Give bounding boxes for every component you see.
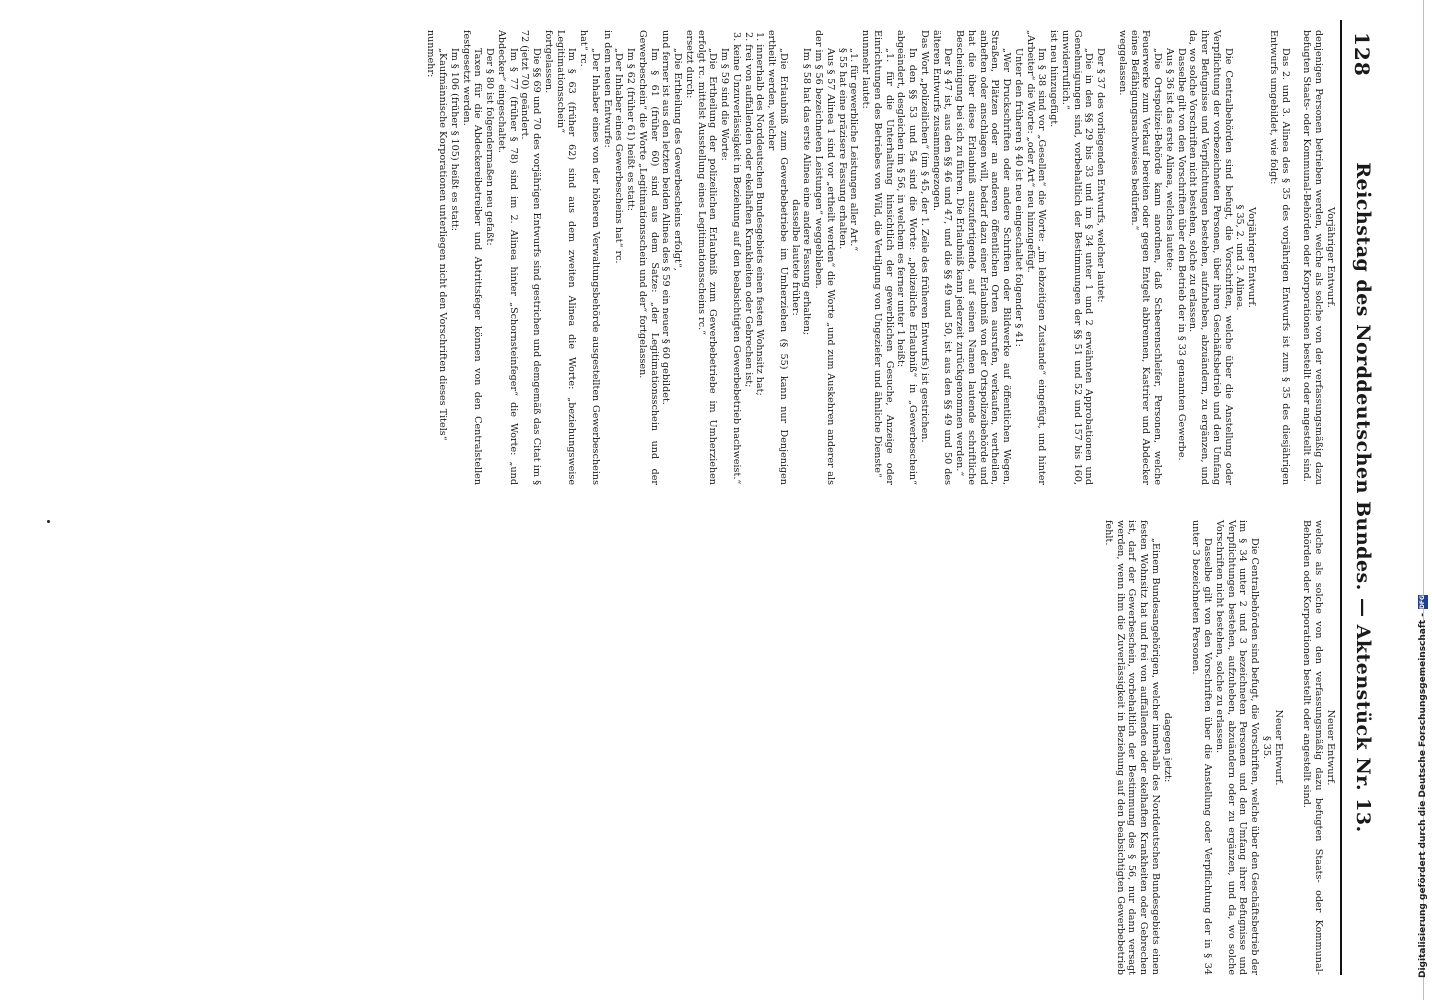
digitization-credit (1416, 595, 1430, 978)
new-draft-paragraph: „Einem Bundesangehörigen, welcher innerhalb des Norddeutschen Bundesgebiets einen festen Wohnsitz hat und frei von auffallenden oder ekelhaften Krankheiten oder Gebrechen ist, darf der Gewerbeschein, vorbehaltlich der Bestimmung des § 56, nur dann versagt werden, wenn ihm die Zuverlässigkeit in Beziehung auf den beabsichtigten Gewerbebetrieb fehlt. (1103, 520, 1161, 975)
left-column-old-draft (425, 30, 1336, 485)
old-draft-paragraph: „Wer Druckschriften oder andere Schriften oder Bildwerke auf öffentlichen Wegen, Straßen, Plätzen oder an anderen öffentlichen Orten ausrufen, verkaufen, vertheilen, anheften oder anschlagen will, bedarf dazu einer Erlaubniß von der Ortspolizeibehörde und hat die über diese Erlaubniß auszufertigende, auf seinen Namen lautende schriftliche Bescheinigung bei sich zu führen. Die Erlaubniß kann jederzeit zurückgenommen werden.“ (954, 30, 1013, 485)
old-draft-paragraph: denjenigen Personen betrieben werden, welche als solche von der verfassungsmäßig dazu befugten Staats- oder Kommunal-Behörden oder Korporationen bestellt oder angestellt sind. (1301, 30, 1325, 485)
scan-speck (47, 520, 50, 523)
page-header (1340, 20, 1376, 975)
new-draft-paragraph: Neuer Entwurf. (1272, 709, 1284, 786)
old-draft-paragraph: in dem neuen Entwurfe: (601, 30, 613, 148)
dfg-logo-icon: DFG (1419, 595, 1426, 610)
old-draft-paragraph: 3. keine Unzuverlässigkeit in Beziehung auf den beabsichtigten Gewerbebetrieb nachweist.“ (731, 32, 742, 485)
credit-text: Digitalisierung gefördert durch die Deutsche Forschungsgemeinschaft - (1418, 613, 1428, 978)
old-draft-paragraph: „Die Erlaubniß zum Gewerbebetriebe im Umherziehen (§ 55) kann nur Denjenigen ertheilt werden, welcher (766, 30, 789, 485)
old-draft-paragraph: Im § 62 (früher 61) heißt es statt: (625, 48, 637, 211)
old-draft-paragraph: Im § 59 sind die Worte: (719, 48, 731, 161)
old-draft-paragraph: „1. für die Unterhaltung hinsichtlich der gewerblichen Gesuche, Anzeige oder Einrichtungen des Betriebes von Wild, die Vertilgung von Ungeziefer und ähnliche Dienste“ (872, 30, 895, 485)
old-draft-paragraph: „1. für gewerbliche Leistungen aller Art.“ (848, 48, 860, 252)
old-draft-paragraph: § 55 hat eine präzisere Fassung erhalten. (836, 48, 848, 250)
old-draft-paragraph: „Die in den §§ 29 bis 33 und im § 34 unter 1 und 2 erwähnten Approbationen und Genehmigungen sind, vorbehaltlich der Bestimmungen der §§ 51 und 52 und 157 bis 160, unwiderruflich.“ (1060, 30, 1095, 485)
new-draft-paragraph: § 35. (1261, 735, 1272, 760)
old-draft-paragraph: nunmehr: (425, 30, 437, 78)
running-title: Reichstag des Norddeutschen Bundes. — Aktenstück Nr. 13. (1352, 162, 1374, 833)
old-draft-paragraph: Dasselbe gilt von den Vorschriften über den Betrieb der in § 33 genannten Gewerbe. (1175, 48, 1187, 461)
old-draft-paragraph: Das Wort „polizeilichen“ (im § 45, der 1. Zeile des früheren Entwurfs) ist gestrichen. (919, 30, 930, 443)
old-draft-paragraph: Taxen für die Abdeckereibetreiber und Abtrittsfeger können von den Centralstellen festgesetzt werden. (460, 30, 484, 485)
old-draft-paragraph: nunmehr lautet: (860, 30, 872, 109)
old-draft-paragraph: ist neu hinzugefügt. (1048, 30, 1060, 128)
old-draft-paragraph: weggelassen. (1117, 30, 1128, 96)
new-draft-paragraph: Neuer Entwurf. (1325, 709, 1336, 786)
old-draft-paragraph: „Kaufmännische Korporationen unterliegen nicht den Vorschriften dieses Titels“ (437, 48, 449, 441)
old-draft-paragraph: „Die Ortspolizei-Behörde kann anordnen, daß Scheerenschleifer, Personen, welche Feuerwerke zum Verkauf bereiten oder gegen Entgelt abbrennen, Kastrirer und Abdecker eines Befähigungsnachweises bedürfen.“ (1128, 30, 1164, 485)
old-draft-paragraph: Der § 80 ist folgendermaßen neu gefaßt: (484, 48, 496, 246)
old-draft-paragraph: Vorjähriger Entwurf. (1325, 207, 1336, 308)
old-draft-paragraph: Aus § 36 ist das erste Alinea, welches lautete: (1164, 48, 1175, 271)
page-number: 128 (1350, 32, 1374, 77)
old-draft-paragraph: Im § 106 (früher § 105) heißt es statt: (449, 48, 460, 231)
old-draft-paragraph: Die §§ 69 und 70 des vorjährigen Entwurfs sind gestrichen und demgemäß das Citat im § 72 (jetzt 70) geändert. (519, 30, 543, 485)
old-draft-paragraph: Im § 63 (früher 62) sind aus dem zweiten Alinea die Worte: „beziehungsweise Legitimationsschein“ (554, 30, 578, 485)
old-draft-paragraph: Im § 77 (früher § 78) sind im 2. Alinea hinter „Schornsteinfeger“ die Worte: „und Abdecker“ eingeschaltet. (496, 30, 519, 485)
old-draft-paragraph: Die Centralbehörden sind befugt, die Vorschriften, welche über die Anstellung oder Verpflichtung der vorbezeichneten Personen, über ihren Geschäftsbetrieb und den Umfang ihrer Befugnisse und Verpflichtungen bestehen, aufzuheben, abzuändern, zu ergänzen, und da, wo solche Vorschriften nicht bestehen, solche zu erlassen. (1187, 30, 1234, 485)
old-draft-paragraph: Vorjähriger Entwurf. (1246, 207, 1258, 308)
old-draft-paragraph: Unter den früheren § 40 ist neu eingeschaltet folgender § 41: (1013, 48, 1024, 347)
old-draft-paragraph: Der § 47 ist, aus den §§ 46 und 47, und die §§ 49 und 50, ist aus den §§ 49 und 50 des älteren Entwurfs zusammengezogen. (930, 30, 954, 485)
old-draft-paragraph: Aus § 57 Alinea 1 sind vor „ertheilt werden“ die Worte „und zum Auskehren anderer als der im § 56 bezeichneten Leistungen“ weggeblieben. (813, 30, 836, 485)
old-draft-paragraph: In den §§ 53 und 54 sind die Worte: „polizeiliche Erlaubniß“ in „Gewerbeschein“ abgeändert, desgleichen im § 56, in welchem es ferner unter 1 heißt: (895, 30, 919, 485)
old-draft-paragraph: „Der Inhaber eines von der höheren Verwaltungsbehörde ausgestellten Gewerbescheins hat“ rc. (578, 30, 601, 485)
old-draft-paragraph: 1. innerhalb des Norddeutschen Bundesgebiets einen festen Wohnsitz hat; (754, 32, 766, 396)
old-draft-paragraph: „Die Ertheilung der polizeilichen Erlaubniß zum Gewerbebetriebe im Umherziehen erfolgt rc. mittelst Ausstellung eines Legitimationsscheins rc.“ (695, 30, 719, 485)
old-draft-paragraph: „Der Inhaber eines Gewerbescheins hat“ rc. (613, 48, 625, 264)
new-draft-paragraph: welche als solche von den verfassungsmäßig dazu befugten Staats- oder Kommunal-Behörden oder Korporationen bestellt oder angestellt sind. (1301, 520, 1325, 975)
new-draft-paragraph: Dasselbe gilt von den Vorschriften über die Anstellung oder Verpflichtung der in § 34 unter 3 bezeichneten Personen. (1190, 520, 1214, 975)
old-draft-paragraph: Im § 38 sind vor „Gesellen“ die Worte: „im lebzeitigen Zustande“ eingefügt, und hinter „Arbeiter“ die Worte: „oder Art“ neu hinzugefügt. (1024, 30, 1048, 485)
old-draft-paragraph: 2. frei von auffallenden oder ekelhaften Krankheiten oder Gebrechen ist; (742, 32, 754, 388)
old-draft-paragraph: „Die Ertheilung des Gewerbescheins erfolgt“, (672, 48, 684, 271)
old-draft-paragraph: fortgelassen. (543, 30, 554, 94)
new-draft-paragraph: Die Centralbehörden sind befugt, die Vorschriften, welche über den Geschäftsbetrieb der im § 34 unter 2 und 3 bezeichneten Personen und den Umfang ihrer Befugnisse und Verpflichtungen bestehen, aufzuheben, abzuändern oder zu ergänzen, und da, wo solche Vorschriften nicht bestehen, solche zu erlassen. (1214, 520, 1261, 975)
old-draft-paragraph: Im § 61 (früher 60) sind aus dem Satze: „der Legitimationsschein und der Gewerbeschein“ die Worte „Legitimationsschein und der“ fortgelassen. (637, 30, 660, 485)
old-draft-paragraph: § 35, 2. und 3. Alinea. (1234, 204, 1246, 311)
old-draft-paragraph: dasselbe lautete früher: (789, 199, 801, 316)
old-draft-paragraph: und ferner ist aus den letzten beiden Alinea des § 59 ein neuer § 60 gebildet. (660, 30, 672, 405)
old-draft-paragraph: Der § 37 des vorliegenden Entwurfs, welcher lautet: (1095, 48, 1107, 303)
right-column-new-draft (1102, 520, 1336, 975)
old-draft-paragraph: ersetzt durch: (684, 30, 695, 99)
old-draft-paragraph: Im § 58 hat das erste Alinea eine andere Fassung erhalten; (801, 48, 813, 336)
old-draft-paragraph: Das 2. und 3. Alinea des § 35 des vorjährigen Entwurfs ist zum § 35 des diesjährigen Entwurfs umgebildet, wie folgt: (1268, 30, 1291, 485)
new-draft-paragraph: dagegen jetzt: (1161, 712, 1173, 783)
